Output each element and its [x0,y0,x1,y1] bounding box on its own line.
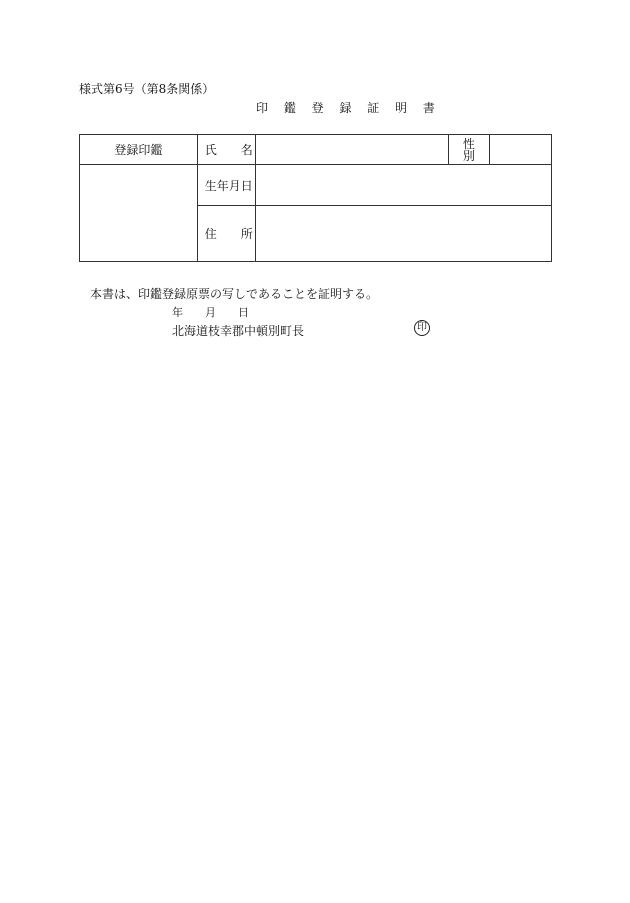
name-value [256,135,449,165]
gender-label-top: 性 [462,136,475,151]
issue-date [172,304,249,320]
official-seal-icon: 印 [414,320,430,336]
certification-statement: 本書は、印鑑登録原票の写しであることを証明する。 [90,287,379,301]
name-label-text: 氏 名 [204,143,253,157]
date-month: 月 [205,306,216,319]
gender-label [449,135,489,165]
form-number: 様式第6号（第8条関係） [79,82,215,96]
registered-seal-area [80,165,198,262]
document-title: 印 鑑 登 録 証 明 書 [256,101,441,115]
address-label [197,206,255,262]
birthdate-value [256,165,552,206]
table-row-name [80,135,552,165]
date-year: 年 [172,306,183,319]
certificate-table [79,134,552,262]
birthdate-label: 生年月日 [197,165,255,206]
issuer-name: 北海道枝幸郡中頓別町長 [172,324,305,338]
table-row-birthdate [80,165,552,206]
date-day: 日 [238,306,249,319]
address-value [256,206,552,262]
name-label [197,135,255,165]
gender-label-bottom: 別 [462,148,475,163]
gender-value [489,135,551,165]
registered-seal-label: 登録印鑑 [80,135,198,165]
address-label-text: 住 所 [204,227,253,241]
